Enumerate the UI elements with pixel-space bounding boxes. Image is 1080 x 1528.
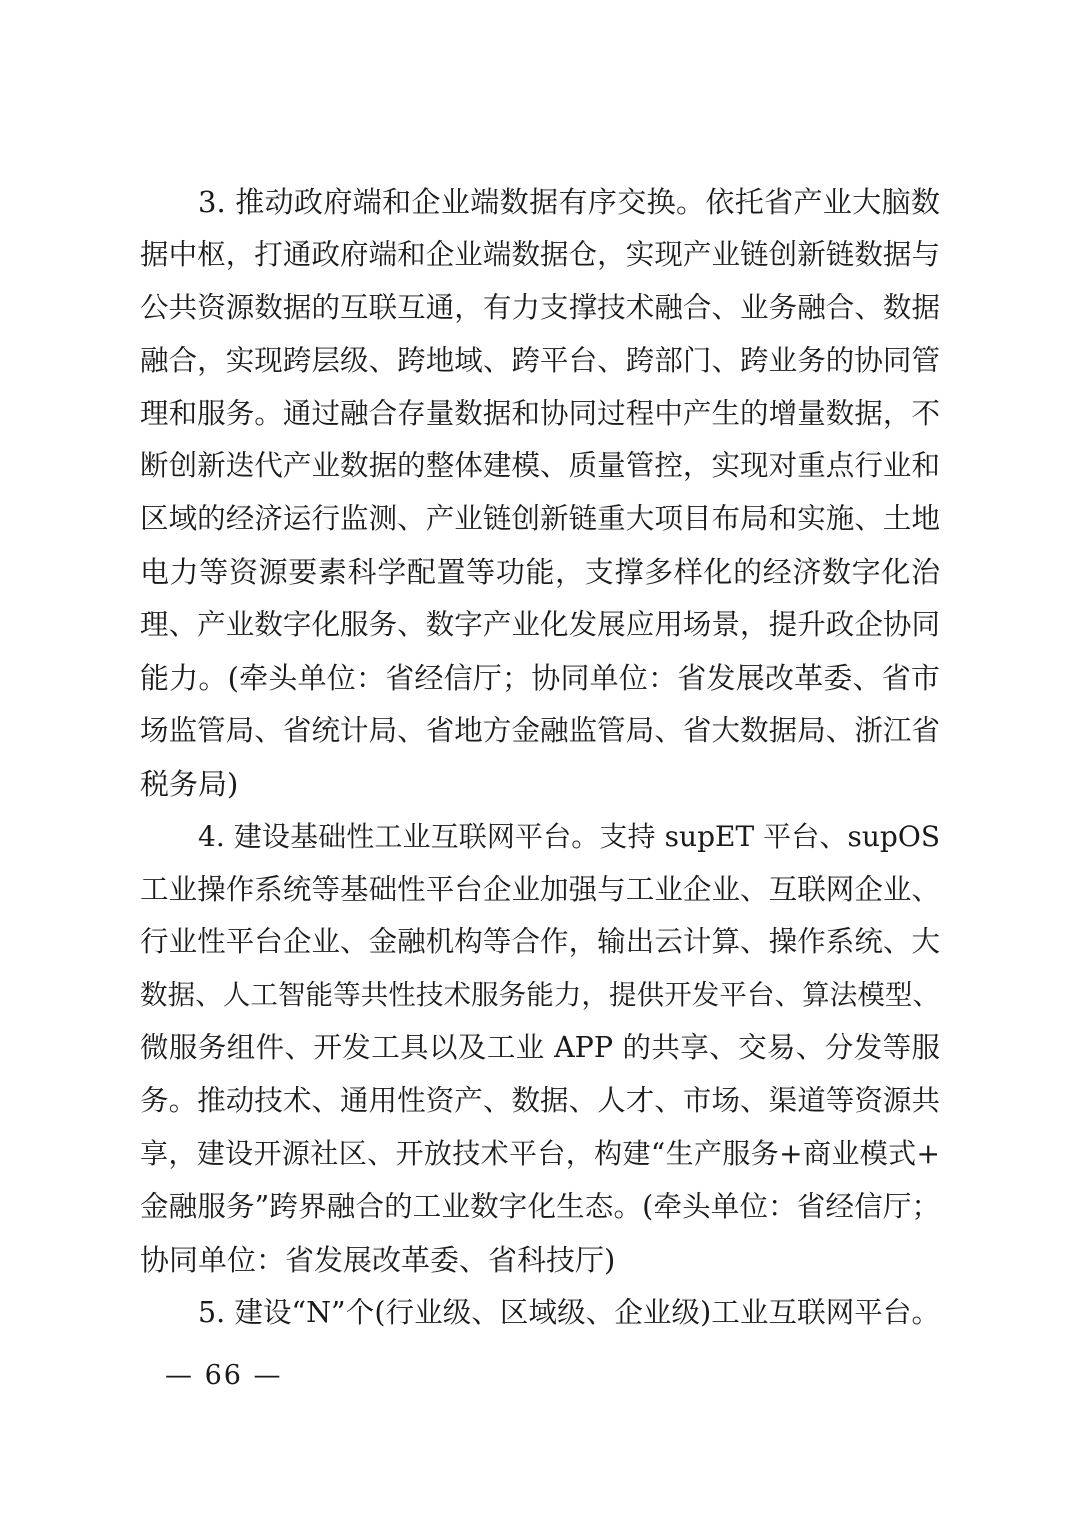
text-line: 务。推动技术、通用性资产、数据、人才、市场、渠道等资源共 (140, 1084, 940, 1118)
document-body (140, 176, 940, 1340)
paragraph-item-3 (140, 176, 940, 811)
text-line: 场监管局、省统计局、省地方金融监管局、省大数据局、浙江省 (140, 713, 940, 747)
text-line: 微服务组件、开发工具以及工业 APP 的共享、交易、分发等服 (140, 1031, 940, 1065)
text-line: 电力等资源要素科学配置等功能，支撑多样化的经济数字化治 (140, 555, 940, 590)
text-line: 断创新迭代产业数据的整体建模、质量管控，实现对重点行业和 (140, 449, 940, 483)
page-number: — 66 — (165, 1360, 283, 1391)
text-line: 理和服务。通过融合存量数据和协同过程中产生的增量数据，不 (140, 396, 940, 430)
text-line: 税务局) (140, 766, 239, 801)
text-line: 理、产业数字化服务、数字产业化发展应用场景，提升政企协同 (140, 608, 940, 642)
paragraph-item-5 (140, 1287, 940, 1340)
text-line: 数据、人工智能等共性技术服务能力，提供开发平台、算法模型、 (140, 979, 940, 1012)
text-line: 协同单位：省发展改革委、省科技厅) (140, 1242, 616, 1277)
text-line: 据中枢，打通政府端和企业端数据仓，实现产业链创新链数据与 (140, 237, 940, 271)
text-line: 金融服务”跨界融合的工业数字化生态。(牵头单位：省经信厅； (140, 1189, 940, 1223)
text-line: 能力。(牵头单位：省经信厅；协同单位：省发展改革委、省市 (140, 661, 940, 696)
text-line: 公共资源数据的互联互通，有力支撑技术融合、业务融合、数据 (140, 290, 940, 324)
text-line: 工业操作系统等基础性平台企业加强与工业企业、互联网企业、 (140, 872, 940, 906)
text-line: 融合，实现跨层级、跨地域、跨平台、跨部门、跨业务的协同管 (140, 343, 940, 377)
text-line: 3. 推动政府端和企业端数据有序交换。依托省产业大脑数 (198, 185, 940, 219)
text-line: 享，建设开源社区、开放技术平台，构建“生产服务+商业模式+ (140, 1137, 940, 1171)
text-line: 区域的经济运行监测、产业链创新链重大项目布局和实施、土地 (140, 502, 940, 536)
text-line: 5. 建设“N”个(行业级、区域级、企业级)工业互联网平台。 (198, 1295, 940, 1329)
text-line: 行业性平台企业、金融机构等合作，输出云计算、操作系统、大 (140, 925, 940, 959)
paragraph-item-4 (140, 811, 940, 1287)
text-line: 4. 建设基础性工业互联网平台。支持 supET 平台、supOS (198, 819, 940, 853)
